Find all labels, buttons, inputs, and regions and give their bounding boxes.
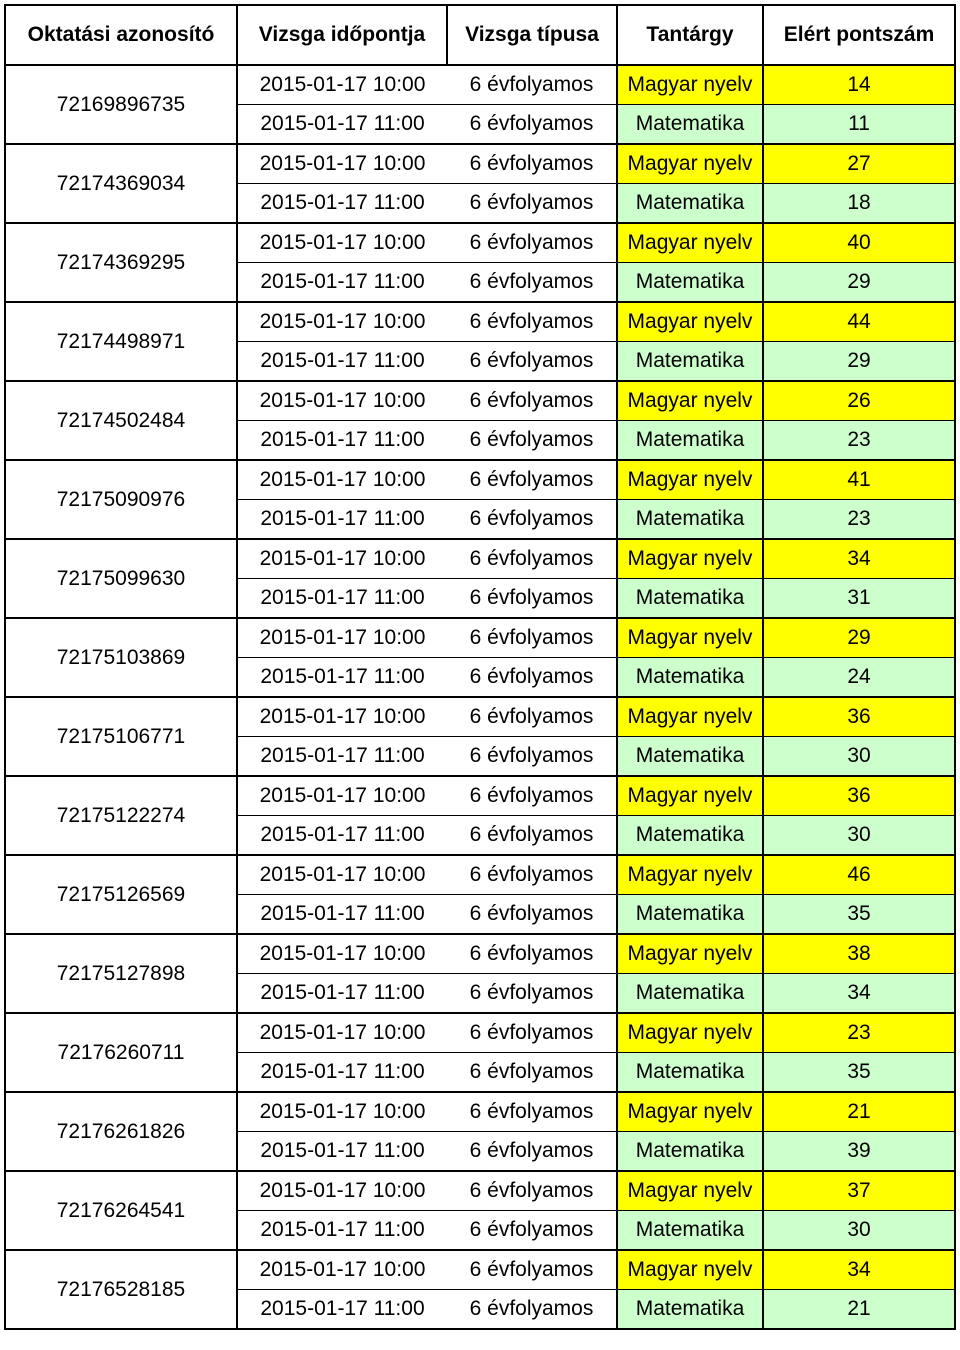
header-score: Elért pontszám xyxy=(763,5,955,65)
exam-type-cell: 6 évfolyamos xyxy=(447,184,617,224)
score-cell: 11 xyxy=(763,105,955,145)
table-row xyxy=(5,618,955,658)
exam-date-cell: 2015-01-17 10:00 xyxy=(237,302,447,342)
score-cell: 44 xyxy=(763,302,955,342)
subject-cell: Matematika xyxy=(617,263,763,303)
exam-date-cell: 2015-01-17 11:00 xyxy=(237,974,447,1014)
exam-date-cell: 2015-01-17 11:00 xyxy=(237,263,447,303)
score-cell: 21 xyxy=(763,1290,955,1330)
table-row xyxy=(5,1092,955,1132)
subject-cell: Matematika xyxy=(617,579,763,619)
score-cell: 21 xyxy=(763,1092,955,1132)
subject-cell: Matematika xyxy=(617,500,763,540)
exam-type-cell: 6 évfolyamos xyxy=(447,223,617,263)
exam-date-cell: 2015-01-17 10:00 xyxy=(237,934,447,974)
score-cell: 14 xyxy=(763,65,955,105)
subject-cell: Magyar nyelv xyxy=(617,65,763,105)
score-cell: 30 xyxy=(763,1211,955,1251)
score-cell: 37 xyxy=(763,1171,955,1211)
exam-type-cell: 6 évfolyamos xyxy=(447,697,617,737)
student-id-cell: 72175099630 xyxy=(5,539,237,618)
table-row xyxy=(5,144,955,184)
subject-cell: Matematika xyxy=(617,816,763,856)
exam-date-cell: 2015-01-17 10:00 xyxy=(237,539,447,579)
score-cell: 46 xyxy=(763,855,955,895)
subject-cell: Magyar nyelv xyxy=(617,1250,763,1290)
score-cell: 34 xyxy=(763,1250,955,1290)
results-table xyxy=(4,4,956,1330)
subject-cell: Magyar nyelv xyxy=(617,460,763,500)
table-row xyxy=(5,65,955,105)
score-cell: 41 xyxy=(763,460,955,500)
exam-date-cell: 2015-01-17 11:00 xyxy=(237,737,447,777)
header-row xyxy=(5,5,955,65)
exam-date-cell: 2015-01-17 11:00 xyxy=(237,184,447,224)
student-id-cell: 72176264541 xyxy=(5,1171,237,1250)
score-cell: 29 xyxy=(763,263,955,303)
score-cell: 29 xyxy=(763,342,955,382)
exam-date-cell: 2015-01-17 11:00 xyxy=(237,816,447,856)
exam-date-cell: 2015-01-17 11:00 xyxy=(237,1132,447,1172)
exam-type-cell: 6 évfolyamos xyxy=(447,855,617,895)
subject-cell: Matematika xyxy=(617,1132,763,1172)
exam-date-cell: 2015-01-17 11:00 xyxy=(237,500,447,540)
exam-type-cell: 6 évfolyamos xyxy=(447,1290,617,1330)
exam-date-cell: 2015-01-17 10:00 xyxy=(237,223,447,263)
score-cell: 23 xyxy=(763,1013,955,1053)
table-row xyxy=(5,934,955,974)
exam-type-cell: 6 évfolyamos xyxy=(447,539,617,579)
subject-cell: Magyar nyelv xyxy=(617,697,763,737)
exam-type-cell: 6 évfolyamos xyxy=(447,737,617,777)
subject-cell: Matematika xyxy=(617,1290,763,1330)
header-date: Vizsga időpontja xyxy=(237,5,447,65)
subject-cell: Matematika xyxy=(617,1211,763,1251)
score-cell: 38 xyxy=(763,934,955,974)
subject-cell: Matematika xyxy=(617,1053,763,1093)
subject-cell: Matematika xyxy=(617,342,763,382)
score-cell: 26 xyxy=(763,381,955,421)
table-row xyxy=(5,1171,955,1211)
exam-date-cell: 2015-01-17 10:00 xyxy=(237,1250,447,1290)
table-row xyxy=(5,460,955,500)
student-id-cell: 72176528185 xyxy=(5,1250,237,1329)
exam-type-cell: 6 évfolyamos xyxy=(447,1250,617,1290)
header-subject: Tantárgy xyxy=(617,5,763,65)
exam-type-cell: 6 évfolyamos xyxy=(447,342,617,382)
header-type: Vizsga típusa xyxy=(447,5,617,65)
exam-type-cell: 6 évfolyamos xyxy=(447,579,617,619)
subject-cell: Matematika xyxy=(617,658,763,698)
exam-type-cell: 6 évfolyamos xyxy=(447,65,617,105)
subject-cell: Matematika xyxy=(617,105,763,145)
exam-date-cell: 2015-01-17 11:00 xyxy=(237,1290,447,1330)
exam-date-cell: 2015-01-17 10:00 xyxy=(237,65,447,105)
score-cell: 35 xyxy=(763,895,955,935)
student-id-cell: 72175090976 xyxy=(5,460,237,539)
subject-cell: Magyar nyelv xyxy=(617,223,763,263)
exam-date-cell: 2015-01-17 10:00 xyxy=(237,697,447,737)
exam-type-cell: 6 évfolyamos xyxy=(447,421,617,461)
student-id-cell: 72174369034 xyxy=(5,144,237,223)
score-cell: 40 xyxy=(763,223,955,263)
subject-cell: Magyar nyelv xyxy=(617,302,763,342)
student-id-cell: 72175127898 xyxy=(5,934,237,1013)
exam-type-cell: 6 évfolyamos xyxy=(447,105,617,145)
exam-type-cell: 6 évfolyamos xyxy=(447,618,617,658)
exam-type-cell: 6 évfolyamos xyxy=(447,500,617,540)
subject-cell: Matematika xyxy=(617,974,763,1014)
subject-cell: Matematika xyxy=(617,184,763,224)
exam-date-cell: 2015-01-17 11:00 xyxy=(237,658,447,698)
exam-type-cell: 6 évfolyamos xyxy=(447,776,617,816)
exam-type-cell: 6 évfolyamos xyxy=(447,1132,617,1172)
student-id-cell: 72176260711 xyxy=(5,1013,237,1092)
student-id-cell: 72169896735 xyxy=(5,65,237,144)
subject-cell: Magyar nyelv xyxy=(617,539,763,579)
exam-date-cell: 2015-01-17 10:00 xyxy=(237,1013,447,1053)
exam-type-cell: 6 évfolyamos xyxy=(447,1053,617,1093)
exam-date-cell: 2015-01-17 11:00 xyxy=(237,1053,447,1093)
subject-cell: Matematika xyxy=(617,895,763,935)
table-row xyxy=(5,539,955,579)
exam-type-cell: 6 évfolyamos xyxy=(447,974,617,1014)
score-cell: 18 xyxy=(763,184,955,224)
exam-date-cell: 2015-01-17 10:00 xyxy=(237,381,447,421)
exam-type-cell: 6 évfolyamos xyxy=(447,895,617,935)
table-row xyxy=(5,1013,955,1053)
subject-cell: Magyar nyelv xyxy=(617,144,763,184)
score-cell: 34 xyxy=(763,974,955,1014)
student-id-cell: 72175126569 xyxy=(5,855,237,934)
subject-cell: Magyar nyelv xyxy=(617,934,763,974)
exam-date-cell: 2015-01-17 11:00 xyxy=(237,421,447,461)
score-cell: 39 xyxy=(763,1132,955,1172)
student-id-cell: 72174498971 xyxy=(5,302,237,381)
table-body xyxy=(5,65,955,1329)
subject-cell: Magyar nyelv xyxy=(617,381,763,421)
score-cell: 31 xyxy=(763,579,955,619)
score-cell: 34 xyxy=(763,539,955,579)
subject-cell: Magyar nyelv xyxy=(617,1013,763,1053)
table-row xyxy=(5,1250,955,1290)
score-cell: 29 xyxy=(763,618,955,658)
subject-cell: Magyar nyelv xyxy=(617,618,763,658)
exam-type-cell: 6 évfolyamos xyxy=(447,263,617,303)
exam-type-cell: 6 évfolyamos xyxy=(447,816,617,856)
table-row xyxy=(5,776,955,816)
exam-date-cell: 2015-01-17 11:00 xyxy=(237,579,447,619)
score-cell: 27 xyxy=(763,144,955,184)
exam-type-cell: 6 évfolyamos xyxy=(447,381,617,421)
exam-date-cell: 2015-01-17 10:00 xyxy=(237,460,447,500)
score-cell: 23 xyxy=(763,500,955,540)
student-id-cell: 72176261826 xyxy=(5,1092,237,1171)
results-table-container xyxy=(4,4,956,1330)
score-cell: 36 xyxy=(763,776,955,816)
table-row xyxy=(5,223,955,263)
student-id-cell: 72174502484 xyxy=(5,381,237,460)
table-row xyxy=(5,697,955,737)
student-id-cell: 72175122274 xyxy=(5,776,237,855)
subject-cell: Magyar nyelv xyxy=(617,1092,763,1132)
student-id-cell: 72174369295 xyxy=(5,223,237,302)
student-id-cell: 72175103869 xyxy=(5,618,237,697)
exam-type-cell: 6 évfolyamos xyxy=(447,1092,617,1132)
exam-date-cell: 2015-01-17 10:00 xyxy=(237,144,447,184)
table-row xyxy=(5,302,955,342)
exam-type-cell: 6 évfolyamos xyxy=(447,1211,617,1251)
exam-type-cell: 6 évfolyamos xyxy=(447,302,617,342)
score-cell: 30 xyxy=(763,737,955,777)
exam-date-cell: 2015-01-17 11:00 xyxy=(237,342,447,382)
exam-date-cell: 2015-01-17 11:00 xyxy=(237,895,447,935)
subject-cell: Magyar nyelv xyxy=(617,855,763,895)
exam-type-cell: 6 évfolyamos xyxy=(447,460,617,500)
exam-type-cell: 6 évfolyamos xyxy=(447,1013,617,1053)
subject-cell: Magyar nyelv xyxy=(617,1171,763,1211)
exam-date-cell: 2015-01-17 11:00 xyxy=(237,1211,447,1251)
exam-type-cell: 6 évfolyamos xyxy=(447,934,617,974)
student-id-cell: 72175106771 xyxy=(5,697,237,776)
score-cell: 23 xyxy=(763,421,955,461)
score-cell: 35 xyxy=(763,1053,955,1093)
exam-date-cell: 2015-01-17 10:00 xyxy=(237,855,447,895)
header-id: Oktatási azonosító xyxy=(5,5,237,65)
table-row xyxy=(5,855,955,895)
exam-date-cell: 2015-01-17 10:00 xyxy=(237,776,447,816)
score-cell: 36 xyxy=(763,697,955,737)
subject-cell: Matematika xyxy=(617,737,763,777)
exam-type-cell: 6 évfolyamos xyxy=(447,144,617,184)
exam-date-cell: 2015-01-17 10:00 xyxy=(237,618,447,658)
exam-type-cell: 6 évfolyamos xyxy=(447,1171,617,1211)
table-row xyxy=(5,381,955,421)
exam-date-cell: 2015-01-17 10:00 xyxy=(237,1171,447,1211)
exam-date-cell: 2015-01-17 11:00 xyxy=(237,105,447,145)
exam-type-cell: 6 évfolyamos xyxy=(447,658,617,698)
score-cell: 24 xyxy=(763,658,955,698)
score-cell: 30 xyxy=(763,816,955,856)
exam-date-cell: 2015-01-17 10:00 xyxy=(237,1092,447,1132)
subject-cell: Magyar nyelv xyxy=(617,776,763,816)
subject-cell: Matematika xyxy=(617,421,763,461)
